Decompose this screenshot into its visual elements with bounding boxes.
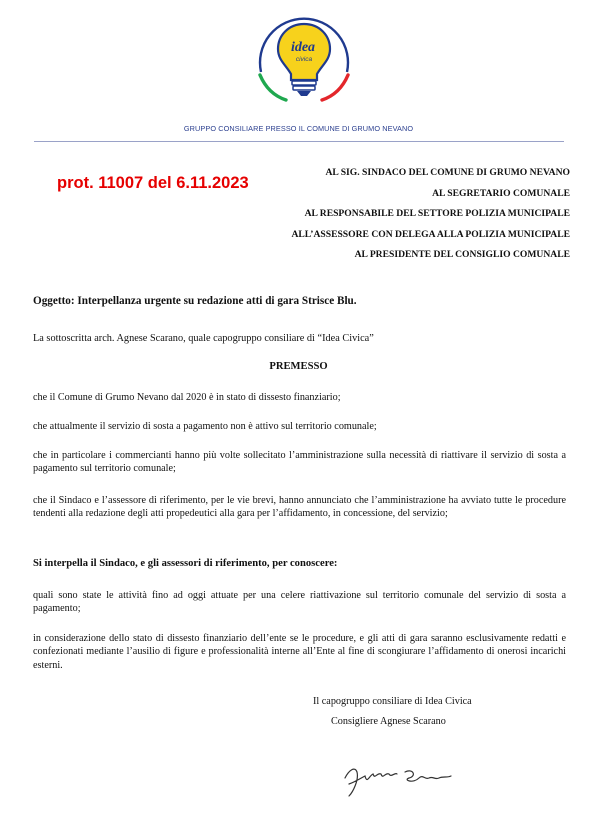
premesso-item-3: che in particolare i commercianti hanno più volte sollecitato l’amministrazione sulla necessità di riattivare il servizio di sosta a pagamento sul territorio comunale;	[33, 450, 566, 475]
premesso-item-1: che il Comune di Grumo Nevano dal 2020 è in stato di dissesto finanziario;	[33, 392, 341, 403]
premesso-item-2: che attualmente il servizio di sosta a pagamento non è attivo sul territorio comunale;	[33, 421, 377, 432]
closing-name: Consigliere Agnese Scarano	[331, 716, 446, 727]
closing-role: Il capogruppo consiliare di Idea Civica	[313, 696, 472, 707]
group-line: GRUPPO CONSILIARE PRESSO IL COMUNE DI GRUMO NEVANO	[183, 124, 414, 133]
question-2: in considerazione dello stato di dissesto finanziario dell’ente se le procedure, e gli atti di gara saranno esclusivamente redatti e confezionati mediante l’ausilio di figure e professionalità interne all’Ente al fine di scongiurare l’affidamento di onerosi incarichi esterni.	[33, 633, 566, 671]
premesso-item-4: che il Sindaco e l’assessore di riferimento, per le vie brevi, hanno annunciato che l’amministrazione ha avviato tutte le procedure tendenti alla redazione degli atti propedeutici alla gara per l’affidamento, in concessione, del servizio;	[33, 495, 566, 520]
interpella-heading: Si interpella il Sindaco, e gli assessori di riferimento, per conoscere:	[33, 558, 338, 569]
recipient-police-head: AL RESPONSABILE DEL SETTORE POLIZIA MUNICIPALE	[304, 208, 570, 220]
premesso-heading: PREMESSO	[269, 361, 328, 372]
recipient-secretary: AL SEGRETARIO COMUNALE	[432, 187, 570, 199]
handwritten-signature	[339, 748, 471, 808]
idea-civica-logo	[254, 14, 354, 106]
recipient-police-assessor: ALL’ASSESSORE CON DELEGA ALLA POLIZIA MUNICIPALE	[291, 228, 570, 240]
question-1: quali sono state le attività fino ad oggi attuate per una celere riattivazione sul territorio comunale del servizio di sosta a pagamento;	[33, 590, 566, 615]
header-divider	[34, 141, 564, 142]
protocol-number: prot. 11007 del 6.11.2023	[57, 174, 249, 192]
recipient-mayor: AL SIG. SINDACO DEL COMUNE DI GRUMO NEVANO	[325, 167, 570, 178]
subject-line: Oggetto: Interpellanza urgente su redazione atti di gara Strisce Blu.	[33, 295, 357, 307]
logo-text-civica: civica	[295, 56, 313, 63]
intro-paragraph: La sottoscritta arch. Agnese Scarano, quale capogruppo consiliare di “Idea Civica”	[33, 333, 374, 344]
recipient-list	[250, 167, 570, 270]
recipient-council-president: AL PRESIDENTE DEL CONSIGLIO COMUNALE	[354, 249, 570, 261]
logo-text-idea: idea	[290, 40, 316, 55]
